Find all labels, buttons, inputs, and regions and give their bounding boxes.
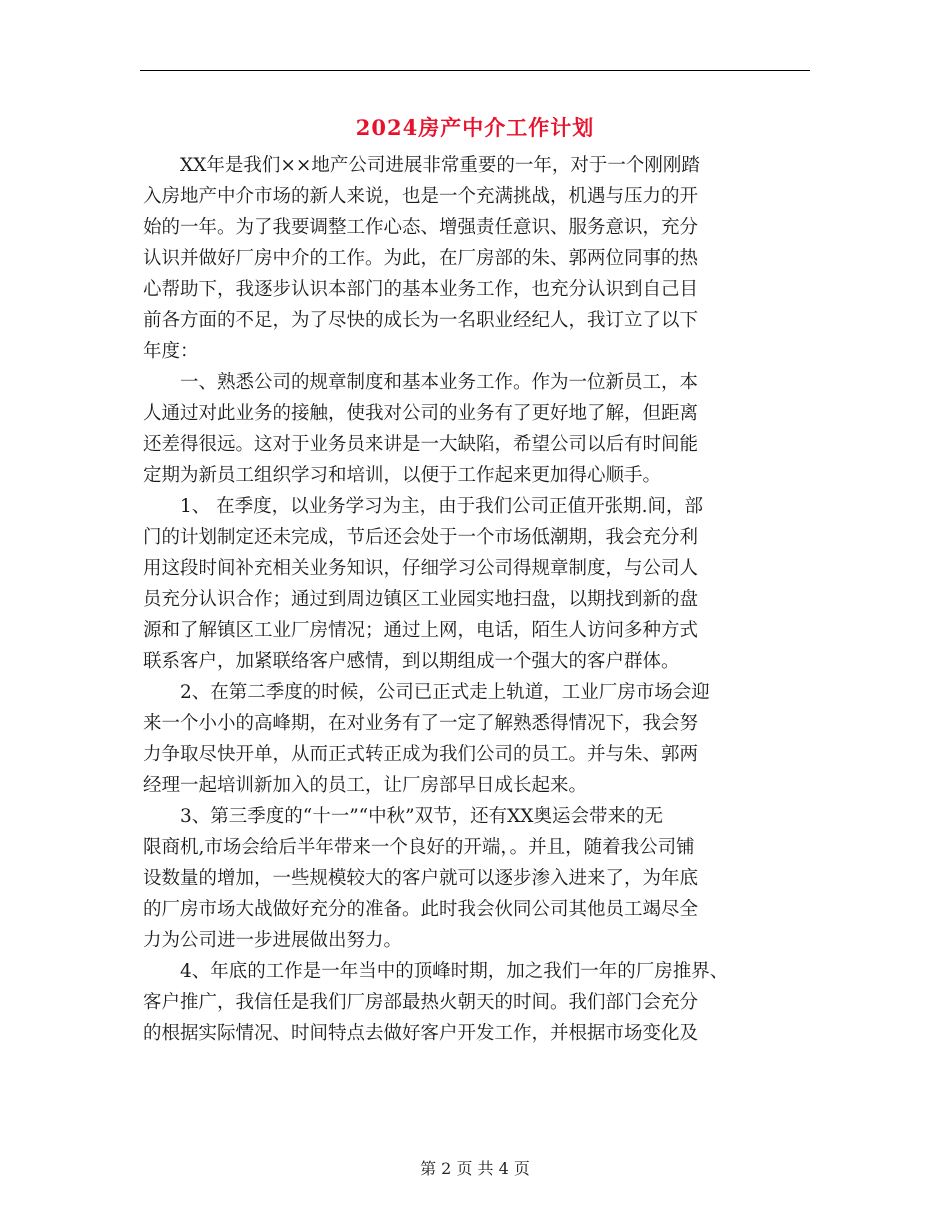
text-line: 来一个小小的高峰期，在对业务有了一定了解熟悉得情况下，我会努 — [143, 713, 699, 734]
text-line: 限商机,市场会给后半年带来一个良好的开端，。并且，随着我公司铺 — [143, 837, 695, 858]
text-line: 员充分认识合作；通过到周边镇区工业园实地扫盘，以期找到新的盘 — [143, 589, 699, 610]
paragraph — [143, 956, 811, 1049]
text-line: 2、在第二季度的时候，公司已正式走上轨道，工业厂房市场会迎 — [180, 682, 710, 703]
header-rule — [140, 70, 810, 71]
text-line: 前各方面的不足，为了尽快的成长为一名职业经纪人，我订立了以下 — [143, 310, 699, 331]
page-number: 第 2 页 共 4 页 — [420, 1159, 530, 1178]
text-line: 定期为新员工组织学习和培训，以便于工作起来更加得心顺手。 — [143, 465, 662, 486]
text-line: 门的计划制定还未完成，节后还会处于一个市场低潮期，我会充分利 — [143, 527, 699, 548]
paragraph — [143, 491, 811, 677]
text-line: 的厂房市场大战做好充分的准备。此时我会伙同公司其他员工竭尽全 — [143, 899, 699, 920]
text-line: 3、第三季度的“十一”“中秋”双节，还有XX奥运会带来的无 — [180, 806, 663, 827]
text-line: 经理一起培训新加入的员工，让厂房部早日成长起来。 — [143, 775, 588, 796]
text-line: 设数量的增加，一些规模较大的客户就可以逐步渗入进来了，为年底 — [143, 868, 699, 889]
paragraph — [143, 150, 811, 367]
text-line: 力争取尽快开单，从而正式转正成为我们公司的员工。并与朱、郭两 — [143, 744, 699, 765]
paragraph — [143, 367, 811, 491]
text-line: 入房地产中介市场的新人来说，也是一个充满挑战，机遇与压力的开 — [143, 186, 699, 207]
text-line: 4、年底的工作是一年当中的顶峰时期，加之我们一年的厂房推界、 — [180, 961, 729, 982]
text-line: 心帮助下，我逐步认识本部门的基本业务工作，也充分认识到自己目 — [143, 279, 699, 300]
text-line: 年度： — [143, 341, 199, 362]
paragraph — [143, 677, 811, 801]
text-line: 认识并做好厂房中介的工作。为此，在厂房部的朱、郭两位同事的热 — [143, 248, 699, 269]
text-line: 源和了解镇区工业厂房情况；通过上网，电话，陌生人访问多种方式 — [143, 620, 699, 641]
paragraph — [143, 801, 811, 956]
text-line: 用这段时间补充相关业务知识，仔细学习公司得规章制度，与公司人 — [143, 558, 699, 579]
text-line: 人通过对此业务的接触，使我对公司的业务有了更好地了解，但距离 — [143, 403, 699, 424]
text-line: 一、熟悉公司的规章制度和基本业务工作。作为一位新员工，本 — [180, 372, 699, 393]
text-line: 的根据实际情况、时间特点去做好客户开发工作，并根据市场变化及 — [143, 1023, 699, 1044]
document-body — [143, 150, 811, 1049]
text-line: 1、 在季度，以业务学习为主，由于我们公司正值开张期.间，部 — [180, 496, 704, 517]
text-line: 还差得很远。这对于业务员来讲是一大缺陷，希望公司以后有时间能 — [143, 434, 699, 455]
text-line: 力为公司进一步进展做出努力。 — [143, 930, 403, 951]
text-line: XX年是我们××地产公司进展非常重要的一年，对于一个刚刚踏 — [180, 155, 700, 176]
text-line: 客户推广，我信任是我们厂房部最热火朝天的时间。我们部门会充分 — [143, 992, 699, 1013]
document-title: 2024房产中介工作计划 — [355, 115, 595, 140]
text-line: 联系客户，加紧联络客户感情，到以期组成一个强大的客户群体。 — [143, 651, 680, 672]
text-line: 始的一年。为了我要调整工作心态、增强责任意识、服务意识，充分 — [143, 217, 699, 238]
